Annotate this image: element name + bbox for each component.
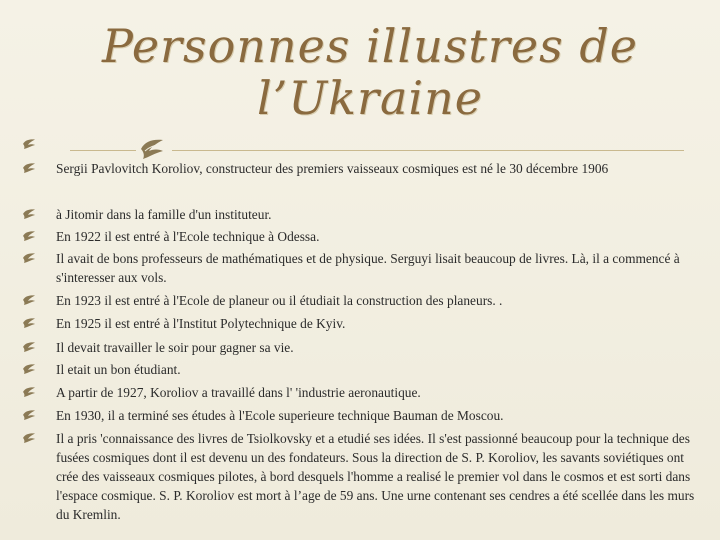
title-line-2: l’Ukraine: [257, 71, 483, 125]
ornamental-bullet-icon: [22, 294, 36, 306]
list-item-text: Il devait travailler le soir pour gagner sa vie.: [56, 340, 294, 355]
ornamental-bullet-icon: [22, 317, 36, 329]
list-item-text: Il a pris 'connaissance des livres de Tsiolkovsky et a etudié ses idées. Il s'est passionné beaucoup pour la technique des fusées cosmiques dont il est devenu un des fondateurs. Sous la direction de S. P. Koroliov, les savants soviétiques ont crée des vaisseaux cosmiques pilotes, à bord desquels l'homme a realisé le premier vol dans le cosmos et est sorti dans l'espace cosmique. S. P. Koroliov est mort à l’age de 59 ans. Une urne contenant ses cendres a été scellée dans les murs du Kremlin.: [56, 431, 695, 522]
ornamental-bullet-icon: [22, 386, 36, 398]
list-item-text: En 1925 il est entré à l'Institut Polytechnique de Kyiv.: [56, 316, 346, 331]
title-line-1: Personnes illustres de: [101, 19, 639, 73]
ornamental-bullet-icon: [22, 363, 36, 375]
ornamental-bullet-icon: [22, 230, 36, 242]
ornamental-bullet-icon: [22, 138, 36, 150]
ornamental-bullet-icon: [22, 341, 36, 353]
list-item-text: En 1923 il est entré à l'Ecole de planeur ou il étudiait la construction des planeurs. .: [56, 293, 503, 308]
list-item-text: A partir de 1927, Koroliov a travaillé dans l' 'industrie aeronautique.: [56, 385, 421, 400]
list-item-text: Il avait de bons professeurs de mathématiques et de physique. Serguyi lisait beaucoup de livres. Là, il a commencé à s'interesser aux vols.: [56, 251, 680, 285]
list-item-text: En 1930, il a terminé ses études à l'Ecole superieure technique Bauman de Moscou.: [56, 408, 504, 423]
ornamental-bullet-icon: [22, 208, 36, 220]
ornamental-bullet-icon: [22, 409, 36, 421]
ornamental-bullet-icon: [22, 432, 36, 444]
list-item-text: à Jitomir dans la famille d'un instituteur.: [56, 207, 272, 222]
ornamental-bullet-icon: [22, 162, 36, 174]
ornamental-bullet-icon: [22, 252, 36, 264]
list-item-text: Sergii Pavlovitch Koroliov, constructeur des premiers vaisseaux cosmiques est né le 30 décembre 1906: [56, 161, 609, 176]
list-item-text: Il etait un bon étudiant.: [56, 362, 181, 377]
list-item-text: En 1922 il est entré à l'Ecole technique à Odessa.: [56, 229, 320, 244]
